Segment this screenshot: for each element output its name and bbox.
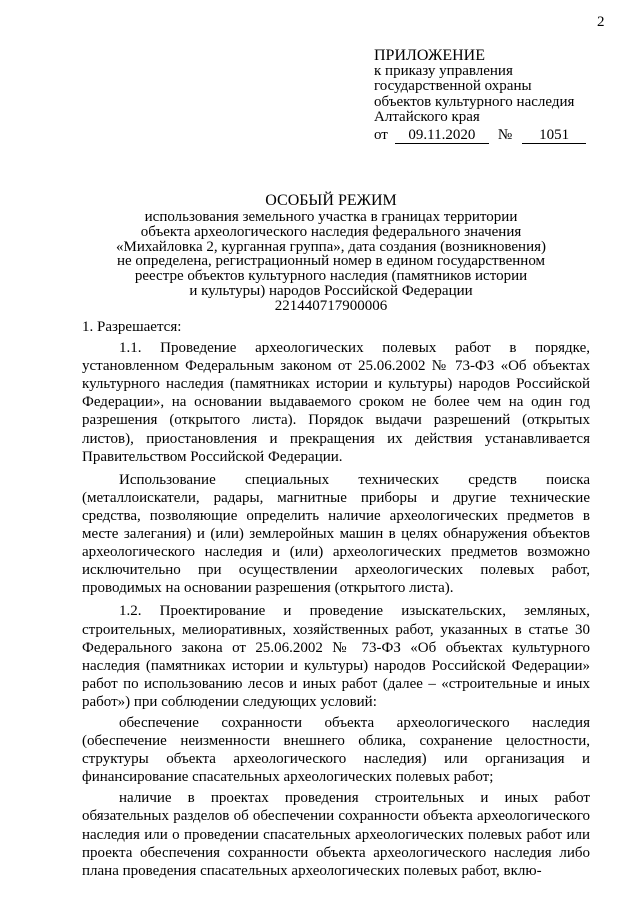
order-date: 09.11.2020 bbox=[395, 128, 489, 145]
title-line: объекта археологического наследия федерального значения bbox=[140, 223, 522, 240]
appendix-line: к приказу управления bbox=[374, 62, 513, 79]
title-line: «Михайловка 2, курганная группа», дата создания (возникновения) bbox=[115, 238, 547, 255]
document-body bbox=[82, 318, 590, 880]
appendix-line: государственной охраны bbox=[374, 78, 532, 94]
appendix-line: Алтайского края bbox=[374, 109, 480, 125]
title-line: использования земельного участка в границах территории bbox=[144, 209, 518, 225]
paragraph: Использование специальных технических средств поиска (металлоискатели, радары, магнитные приборы и другие технические средства, позволяющие определить наличие археологических предметов в месте залегания) и (или) землеройных машин в целях обнаружения объектов археологического наследия и (или) археологических предметов возможно исключительно при осуществлении археологических полевых работ, проводимых на основании разрешения (открытого листа). bbox=[82, 471, 590, 597]
number-sign: № bbox=[497, 126, 513, 143]
order-date-number bbox=[374, 128, 586, 145]
appendix-line: объектов культурного наследия bbox=[374, 93, 575, 110]
paragraph: 1.2. Проектирование и проведение изыскательских, земляных, строительных, мелиоративных, хозяйственных работ, указанных в статье 30 Федерального закона от 25.06.2002 № 73-ФЗ «Об объектах культурного наследия (памятниках истории и культуры) народов Российской Федерации» работ по использованию лесов и иных работ (далее – «строительные и иных работ») при соблюдении следующих условий: bbox=[82, 603, 590, 710]
title-line: не определена, регистрационный номер в едином государственном bbox=[116, 253, 546, 270]
registry-number: 221440717900006 bbox=[274, 297, 388, 314]
paragraph: обеспечение сохранности объекта археологического наследия (обеспечение неизменности внешнего облика, сохранение целостности, структуры объекта археологического наследия) или организация и финансирование спасательных археологических полевых работ; bbox=[82, 714, 590, 786]
page-number: 2 bbox=[597, 14, 605, 30]
title-main: ОСОБЫЙ РЕЖИМ bbox=[265, 192, 397, 209]
document-title bbox=[80, 192, 582, 314]
appendix-heading: ПРИЛОЖЕНИЕ bbox=[374, 47, 486, 64]
paragraph: наличие в проектах проведения строительных и иных работ обязательных разделов об обеспечении сохранности объекта археологического наследия или о проведении спасательных археологических полевых работ или проекта обеспечения сохранности объекта археологического наследия либо плана проведения спасательных археологических полевых работ, вклю- bbox=[82, 790, 590, 879]
date-prefix: от bbox=[374, 126, 388, 143]
appendix-block bbox=[374, 48, 586, 144]
title-line: и культуры) народов Российской Федерации bbox=[189, 282, 473, 299]
title-line: реестре объектов культурного наследия (памятников истории bbox=[134, 268, 528, 285]
section-heading: 1. Разрешается: bbox=[82, 319, 182, 335]
order-number: 1051 bbox=[522, 128, 586, 145]
paragraph: 1.1. Проведение археологических полевых работ в порядке, установленном Федеральным законом от 25.06.2002 № 73-ФЗ «Об объектах культурного наследия (памятниках истории и культуры) народов Российской Федерации», на основании выдаваемого сроком не более чем на один год разрешения (открытого листа). Порядок выдачи разрешений (открытых листов), приостановления и прекращения их действия устанавливается Правительством Российской Федерации. bbox=[82, 340, 590, 465]
